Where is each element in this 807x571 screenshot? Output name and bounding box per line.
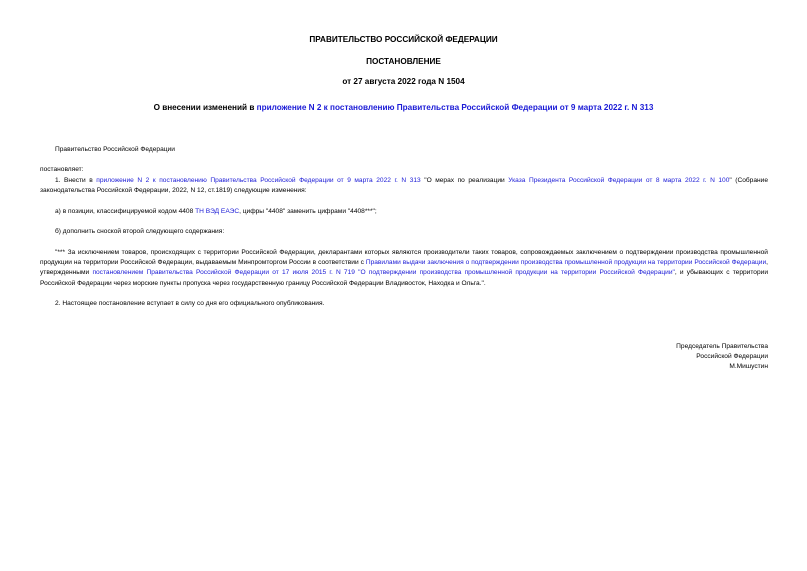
footnote-text-1: "*** За исключением товаров, происходящих с территории Российской Федерации, декларантами которых являются производители таких товаров, сопровождаемых заключением о подтверждении производства промышленной продукции на территории Российской Федерации, выдаваемым Минпромторгом России в соответствии с: [40, 249, 768, 267]
footnote-text-2: , утвержденными: [40, 259, 768, 277]
item-b-paragraph: б) дополнить сноской второй следующего содержания:: [55, 228, 225, 235]
item-a-prefix: а) в позиции, классифицируемой кодом 4408: [55, 208, 196, 215]
item-1-text: "О мерах по реализации: [420, 177, 509, 184]
document-type-heading: ПОСТАНОВЛЕНИЕ: [366, 57, 441, 66]
title-link[interactable]: приложение N 2 к постановлению Правительства Российской Федерации от 9 марта 2022 г. N 313: [256, 103, 654, 112]
footnote-link-rules[interactable]: Правилами выдачи заключения о подтверждении производства промышленной продукции на территории Российской Федерации: [365, 259, 767, 267]
item-1-text-end: " (Собрание законодательства Российской Федерации, 2022, N 12, ст.1819) следующие изменения:: [40, 177, 768, 195]
signature-name: М.Мишустин: [729, 363, 768, 371]
item-a-link-tnved[interactable]: ТН ВЭД ЕАЭС: [195, 208, 240, 215]
item-a-suffix: , цифры "4408" заменить цифрами "4408***";: [239, 208, 377, 215]
intro-paragraph: Правительство Российской Федерации: [55, 146, 175, 153]
footnote-text-3: , и убывающих с территории Российской Федерации через морские пункты пропуска через государственную границу Российской Федерации Владивосток, Находка и Ольга.".: [40, 269, 769, 287]
title-prefix: О внесении изменений в: [153, 103, 257, 112]
footnote-paragraph: [40, 248, 768, 289]
item-1-link-annex[interactable]: приложение N 2 к постановлению Правительства Российской Федерации от 9 марта 2022 г. N 313: [96, 177, 421, 184]
decree-paragraph: постановляет:: [40, 166, 84, 173]
signature-block: [676, 342, 768, 373]
item-1-prefix: 1. Внести в: [55, 177, 97, 184]
government-heading: ПРАВИТЕЛЬСТВО РОССИЙСКОЙ ФЕДЕРАЦИИ: [309, 35, 498, 44]
item-1-paragraph: [40, 176, 768, 196]
item-2-paragraph: 2. Настоящее постановление вступает в силу со дня его официального опубликования.: [55, 300, 325, 307]
document-title: [0, 103, 807, 113]
item-1-link-decree[interactable]: Указа Президента Российской Федерации от 8 марта 2022 г. N 100: [508, 177, 730, 184]
footnote-link-decree-719[interactable]: постановлением Правительства Российской Федерации от 17 июля 2015 г. N 719 "О подтверждении производства промышленной продукции на территории Российской Федерации": [92, 269, 675, 277]
item-a-paragraph: [40, 207, 768, 217]
signature-position-line-1: Председатель Правительства: [676, 343, 768, 350]
signature-position-line-2: Российской Федерации: [696, 353, 768, 361]
date-number-heading: от 27 августа 2022 года N 1504: [342, 77, 465, 86]
